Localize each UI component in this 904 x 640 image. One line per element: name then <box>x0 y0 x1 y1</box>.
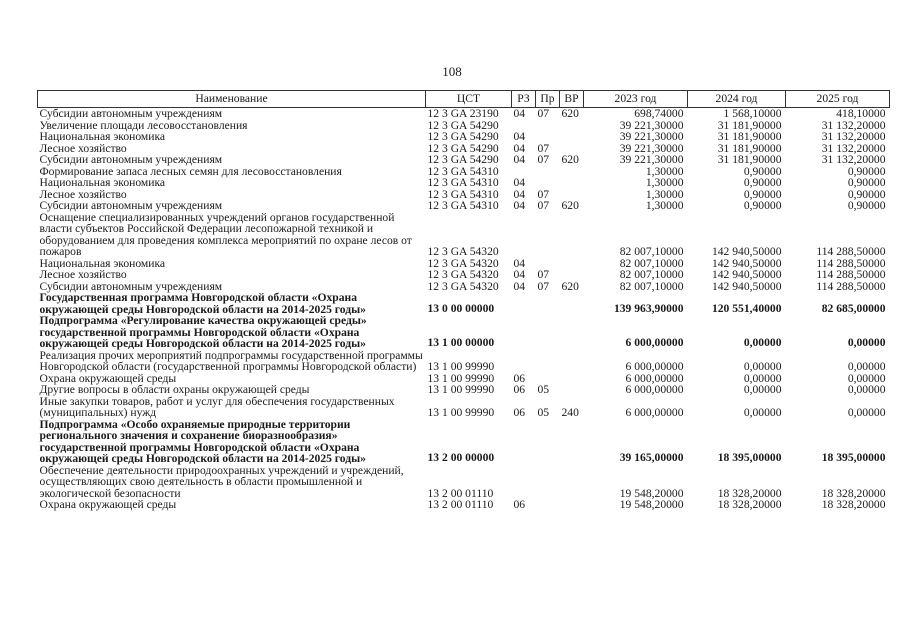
row-pr <box>536 350 560 373</box>
row-value-2025: 418,10000 <box>836 107 886 120</box>
row-value-2025: 18 328,20000 <box>821 498 886 511</box>
row-value-2024: 1 568,10000 <box>723 107 782 120</box>
row-value-2023: 19 548,20000 <box>619 486 684 500</box>
row-vr: 620 <box>561 153 579 166</box>
row-rz: 04 <box>513 187 526 201</box>
row-vr <box>560 258 584 270</box>
row-value-2025: 0,90000 <box>847 199 886 212</box>
row-name: Иные закупки товаров, работ и услуг для обеспечения государственных (муниципальных) нужд <box>39 394 395 419</box>
row-vr <box>560 166 584 178</box>
row-vr: 620 <box>561 199 579 212</box>
table-header-row <box>38 91 890 108</box>
row-value-2024: 0,90000 <box>743 164 782 178</box>
row-vr: 620 <box>561 107 579 120</box>
row-vr <box>560 384 584 396</box>
row-cst: 13 1 00 99990 <box>427 383 495 396</box>
row-rz <box>512 350 536 373</box>
row-value-2024: 0,00000 <box>743 383 782 396</box>
table-row <box>38 108 890 120</box>
row-value-2023: 39 221,30000 <box>619 118 684 132</box>
row-name: Субсидии автономным учреждениям <box>39 107 223 120</box>
row-value-2025: 18 328,20000 <box>821 486 886 500</box>
row-pr <box>536 292 560 315</box>
row-value-2023: 6 000,00000 <box>625 371 684 385</box>
row-rz: 04 <box>513 107 526 120</box>
table-row <box>38 350 890 373</box>
header-2024: 2024 год <box>688 91 786 108</box>
table-row <box>38 465 890 500</box>
row-name: Национальная экономика <box>39 130 166 143</box>
row-vr: 240 <box>561 406 579 419</box>
row-value-2023: 39 165,00000 <box>619 451 684 464</box>
row-vr <box>560 292 584 315</box>
row-value-2023: 82 007,10000 <box>619 256 684 270</box>
header-2025: 2025 год <box>786 91 890 108</box>
row-vr: 620 <box>561 279 579 293</box>
table-row <box>38 200 890 212</box>
header-cst: ЦСТ <box>426 91 512 108</box>
row-rz <box>512 419 536 465</box>
row-value-2024: 142 940,50000 <box>711 256 782 270</box>
table-row <box>38 419 890 465</box>
row-pr <box>536 315 560 350</box>
row-cst: 13 1 00 99990 <box>427 360 495 373</box>
row-name: Субсидии автономным учреждениям <box>39 153 223 166</box>
row-pr <box>536 419 560 465</box>
row-name: Охрана окружающей среды <box>39 498 177 511</box>
row-value-2024: 0,00000 <box>743 371 782 385</box>
row-name: Формирование запаса лесных семян для лесовосстановления <box>39 164 342 178</box>
header-pr: Пр <box>536 91 560 108</box>
header-rz: РЗ <box>512 91 536 108</box>
row-value-2025: 114 288,50000 <box>816 256 886 270</box>
row-rz: 06 <box>513 383 526 396</box>
row-cst: 12 3 GA 54310 <box>427 176 499 189</box>
table-row <box>38 131 890 143</box>
row-pr <box>536 465 560 500</box>
row-cst: 13 1 00 00000 <box>427 336 495 349</box>
row-vr <box>560 212 584 258</box>
row-rz: 04 <box>513 130 526 143</box>
table-row <box>38 154 890 166</box>
row-cst: 12 3 GA 54290 <box>427 118 499 132</box>
row-value-2023: 6 000,00000 <box>625 336 684 349</box>
table-row <box>38 315 890 350</box>
row-pr <box>536 177 560 189</box>
row-rz: 04 <box>513 256 526 270</box>
row-value-2025: 114 288,50000 <box>816 268 886 281</box>
row-value-2024: 18 328,20000 <box>717 498 782 511</box>
row-value-2024: 0,00000 <box>743 336 782 349</box>
row-value-2024: 31 181,90000 <box>717 153 782 166</box>
row-value-2023: 6 000,00000 <box>625 406 684 419</box>
row-pr <box>536 499 560 511</box>
row-value-2023: 1,30000 <box>645 176 684 189</box>
budget-table <box>37 90 890 511</box>
row-cst: 13 2 00 01110 <box>427 498 494 511</box>
row-value-2025: 31 132,20000 <box>821 153 886 166</box>
header-2023: 2023 год <box>584 91 688 108</box>
row-name: Лесное хозяйство <box>39 141 127 155</box>
row-vr <box>560 465 584 500</box>
row-value-2023: 1,30000 <box>645 164 684 178</box>
row-rz: 06 <box>513 498 526 511</box>
row-cst: 12 3 GA 54310 <box>427 199 499 212</box>
row-value-2023: 139 963,90000 <box>613 301 684 315</box>
row-vr <box>560 131 584 143</box>
row-pr: 07 <box>537 141 550 155</box>
row-value-2023: 82 007,10000 <box>619 268 684 281</box>
row-value-2023: 6 000,00000 <box>625 360 684 373</box>
row-pr: 07 <box>537 107 550 120</box>
row-cst: 13 1 00 99990 <box>427 406 495 419</box>
row-cst: 12 3 GA 54290 <box>427 153 499 166</box>
row-pr: 07 <box>537 199 550 212</box>
row-vr <box>560 177 584 189</box>
row-cst: 13 2 00 01110 <box>427 486 494 500</box>
row-value-2024: 142 940,50000 <box>711 245 782 258</box>
row-pr <box>536 131 560 143</box>
row-pr: 07 <box>537 153 550 166</box>
row-value-2023: 6 000,00000 <box>625 383 684 396</box>
row-value-2023: 1,30000 <box>645 199 684 212</box>
row-value-2024: 0,00000 <box>743 360 782 373</box>
row-name: Лесное хозяйство <box>39 187 127 201</box>
row-value-2025: 0,00000 <box>847 360 886 373</box>
row-value-2025: 0,00000 <box>847 371 886 385</box>
row-value-2024: 120 551,40000 <box>711 301 782 315</box>
row-cst: 13 1 00 99990 <box>427 371 495 385</box>
row-rz <box>512 292 536 315</box>
row-name: Лесное хозяйство <box>39 268 127 281</box>
row-value-2025: 0,90000 <box>847 187 886 201</box>
row-vr <box>560 373 584 385</box>
row-name: Национальная экономика <box>39 256 166 270</box>
row-name: Субсидии автономным учреждениям <box>39 279 223 293</box>
row-value-2024: 31 181,90000 <box>717 130 782 143</box>
row-name: Субсидии автономным учреждениям <box>39 199 223 212</box>
row-pr <box>536 166 560 178</box>
row-vr <box>560 350 584 373</box>
row-vr <box>560 120 584 132</box>
row-cst: 12 3 GA 54320 <box>427 268 499 281</box>
row-value-2025: 31 132,20000 <box>821 141 886 155</box>
row-value-2024: 0,90000 <box>743 187 782 201</box>
row-rz: 04 <box>513 199 526 212</box>
row-value-2023: 39 221,30000 <box>619 141 684 155</box>
row-value-2024: 142 940,50000 <box>711 279 782 293</box>
row-pr: 07 <box>537 268 550 281</box>
row-value-2025: 114 288,50000 <box>816 245 886 258</box>
row-vr <box>560 269 584 281</box>
row-value-2025: 0,00000 <box>847 383 886 396</box>
row-value-2023: 1,30000 <box>645 187 684 201</box>
row-cst: 12 3 GA 54310 <box>427 164 499 178</box>
row-value-2025: 0,00000 <box>847 336 886 349</box>
table-row <box>38 499 890 511</box>
row-value-2025: 18 395,00000 <box>821 451 886 464</box>
row-rz: 04 <box>513 141 526 155</box>
row-value-2023: 39 221,30000 <box>619 130 684 143</box>
table-row <box>38 177 890 189</box>
row-rz: 06 <box>513 406 526 419</box>
row-pr: 05 <box>537 406 550 419</box>
row-name: Обеспечение деятельности природоохранных учреждений и учреждений, осуществляющих свою деятельность в области промышленной и экологической безопасности <box>39 463 404 500</box>
row-cst: 12 3 GA 54310 <box>427 187 499 201</box>
row-pr <box>536 120 560 132</box>
row-value-2025: 0,00000 <box>847 406 886 419</box>
row-rz: 04 <box>513 176 526 189</box>
row-value-2024: 31 181,90000 <box>717 141 782 155</box>
row-rz: 04 <box>513 153 526 166</box>
row-value-2024: 0,90000 <box>743 199 782 212</box>
row-cst: 12 3 GA 54320 <box>427 279 499 293</box>
row-pr: 07 <box>537 187 550 201</box>
row-value-2025: 31 132,20000 <box>821 130 886 143</box>
row-value-2024: 18 395,00000 <box>717 451 782 464</box>
row-cst: 12 3 GA 54290 <box>427 130 499 143</box>
row-value-2024: 31 181,90000 <box>717 118 782 132</box>
row-cst: 13 2 00 00000 <box>427 451 495 464</box>
row-value-2024: 18 328,20000 <box>717 486 782 500</box>
row-value-2025: 0,90000 <box>847 176 886 189</box>
row-name: Охрана окружающей среды <box>39 371 177 385</box>
row-value-2024: 0,00000 <box>743 406 782 419</box>
row-vr <box>560 499 584 511</box>
row-value-2023: 19 548,20000 <box>619 498 684 511</box>
row-name: Государственная программа Новгородской области «Охрана окружающей среды Новгородской области на 2014-2025 годы» <box>39 291 366 316</box>
table-row <box>38 396 890 419</box>
row-value-2024: 142 940,50000 <box>711 268 782 281</box>
row-name: Национальная экономика <box>39 176 166 189</box>
row-pr <box>536 212 560 258</box>
row-value-2023: 82 007,10000 <box>619 279 684 293</box>
row-pr: 05 <box>537 383 550 396</box>
row-rz <box>512 315 536 350</box>
table-row <box>38 212 890 258</box>
row-value-2023: 82 007,10000 <box>619 245 684 258</box>
row-rz <box>512 212 536 258</box>
table-row <box>38 292 890 315</box>
row-cst: 12 3 GA 54320 <box>427 256 499 270</box>
row-value-2023: 39 221,30000 <box>619 153 684 166</box>
row-name: Подпрограмма «Особо охраняемые природные территории регионального значения и сохранение биоразнообразия» государственной программы Новгородской области «Охрана окружающей среды Новгородской области на 2014-2025 годы» <box>39 417 366 465</box>
row-name: Подпрограмма «Регулирование качества окружающей среды» государственной программы Новгородской области «Охрана окружающей среды Новгородской области на 2014-2025 годы» <box>39 314 367 350</box>
row-name: Оснащение специализированных учреждений органов государственной власти субъектов Российской Федерации лесопожарной техникой и оборудованием для проведения комплекса мероприятий по охране лесов от пожаров <box>39 210 412 258</box>
row-value-2025: 31 132,20000 <box>821 118 886 132</box>
row-vr <box>560 315 584 350</box>
row-name: Другие вопросы в области охраны окружающей среды <box>39 383 310 396</box>
row-cst: 13 0 00 00000 <box>427 301 495 315</box>
header-name: Наименование <box>38 91 426 108</box>
row-rz: 04 <box>513 268 526 281</box>
row-cst: 12 3 GA 54320 <box>427 245 499 258</box>
row-rz <box>512 465 536 500</box>
row-vr <box>560 419 584 465</box>
row-pr: 07 <box>537 279 550 293</box>
table-row <box>38 384 890 396</box>
row-cst: 12 3 GA 23190 <box>427 107 499 120</box>
row-cst: 12 3 GA 54290 <box>427 141 499 155</box>
row-rz: 04 <box>513 279 526 293</box>
row-rz: 06 <box>513 371 526 385</box>
row-value-2025: 0,90000 <box>847 164 886 178</box>
row-value-2025: 114 288,50000 <box>816 279 886 293</box>
row-name: Увеличение площади лесовосстановления <box>39 118 248 132</box>
header-vr: ВР <box>560 91 584 108</box>
row-value-2023: 698,74000 <box>634 107 684 120</box>
page-number: 108 <box>442 64 462 79</box>
row-value-2025: 82 685,00000 <box>821 301 886 315</box>
row-value-2024: 0,90000 <box>743 176 782 189</box>
table-row <box>38 269 890 281</box>
row-name: Реализация прочих мероприятий подпрограммы государственной программы Новгородской области (государственной программы Новгородской области) <box>39 348 423 373</box>
